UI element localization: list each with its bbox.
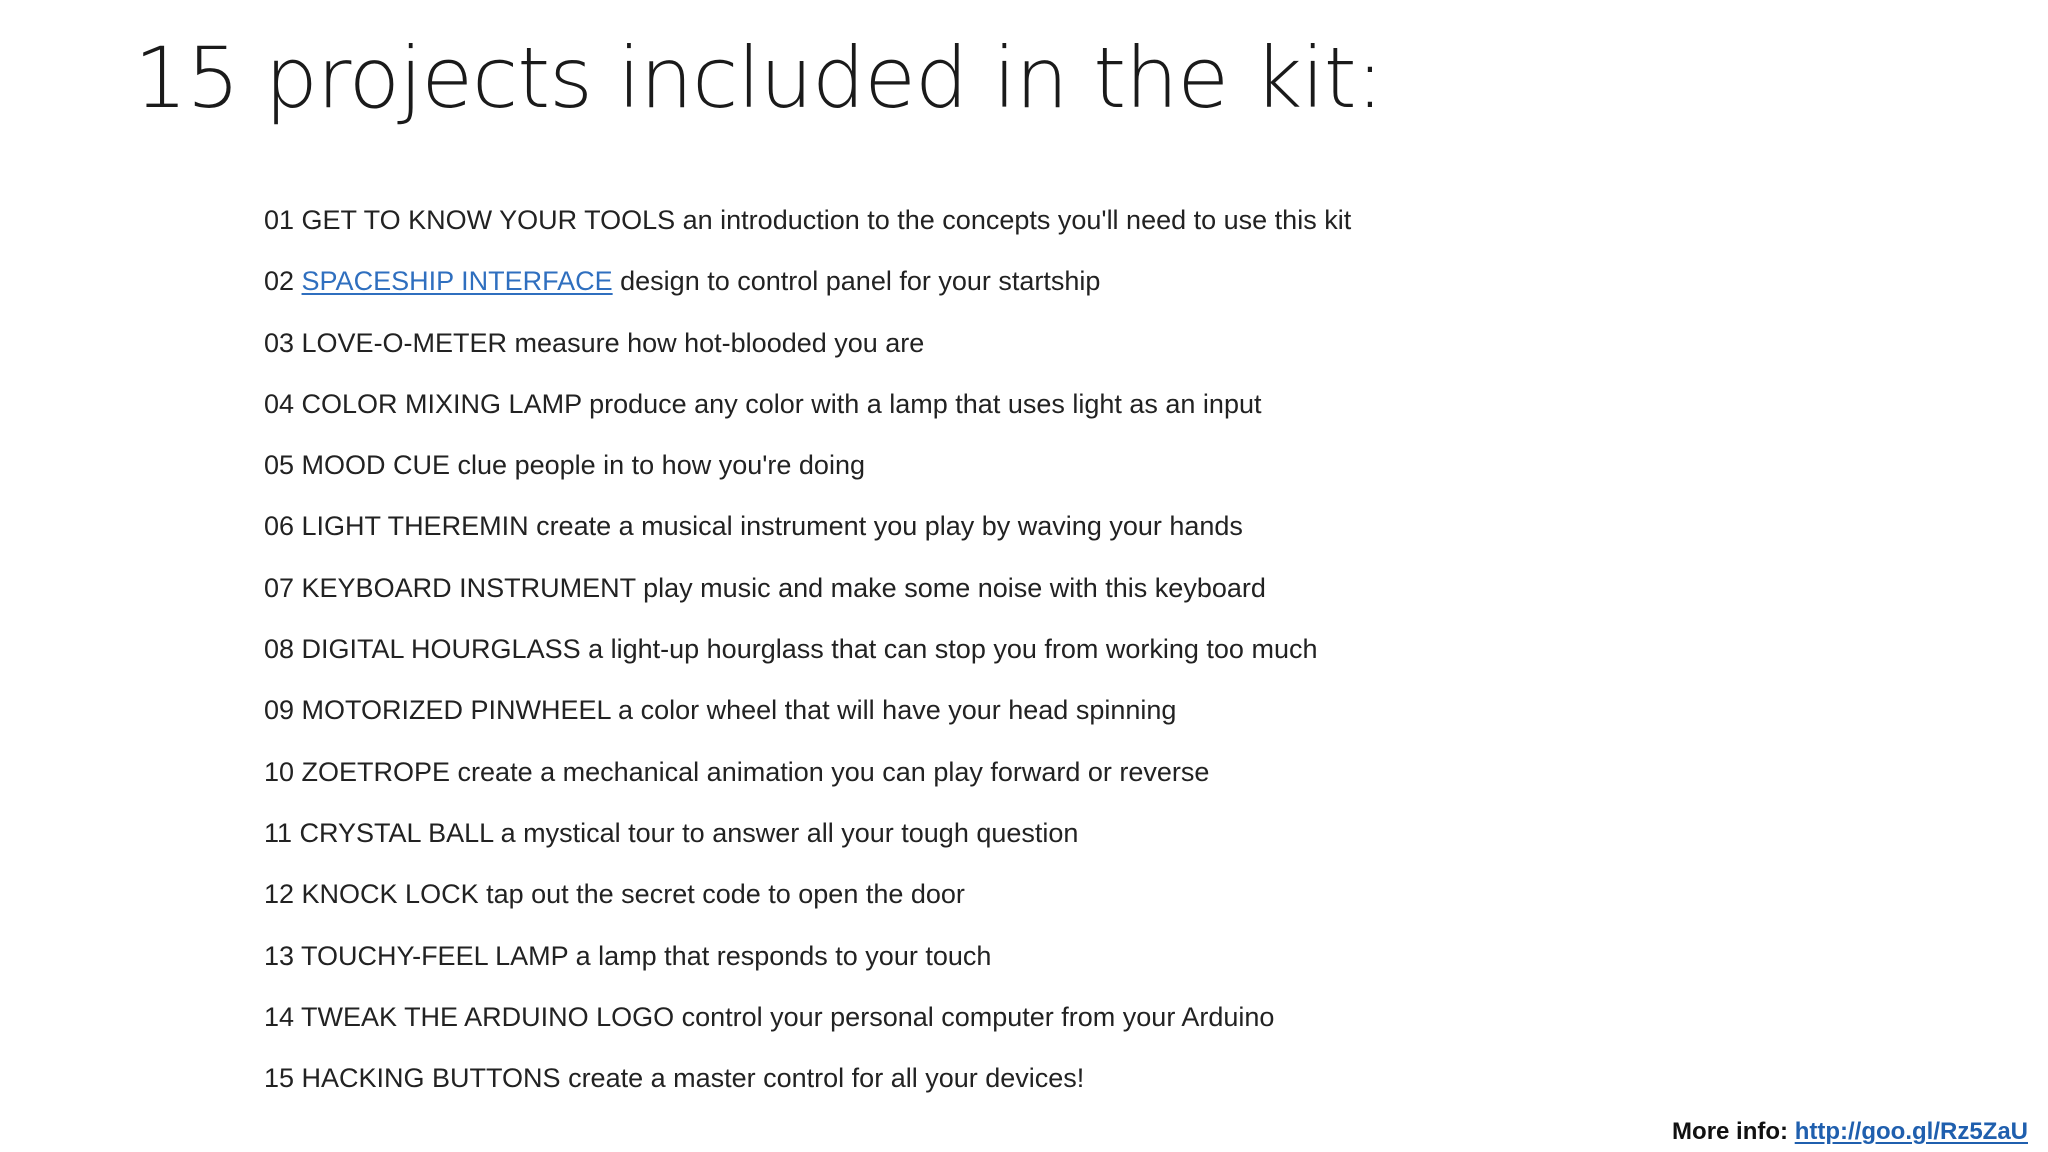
project-item-13: 13 TOUCHY-FEEL LAMP a lamp that responds to your touch (264, 940, 992, 971)
project-list (264, 190, 1351, 1109)
more-info-link[interactable]: http://goo.gl/Rz5ZaU (1794, 1118, 2028, 1145)
project-item-10: 10 ZOETROPE create a mechanical animation you can play forward or reverse (264, 756, 1210, 787)
project-item-08: 08 DIGITAL HOURGLASS a light-up hourglass that can stop you from working too much (264, 634, 1318, 665)
more-info (1672, 1117, 2028, 1147)
project-item-01: 01 GET TO KNOW YOUR TOOLS an introduction to the concepts you'll need to use this kit (264, 205, 1352, 235)
spaceship-interface-link[interactable]: SPACESHIP INTERFACE (301, 266, 613, 297)
project-item-02-description: design to control panel for your startship (612, 266, 1101, 297)
project-item-11: 11 CRYSTAL BALL a mystical tour to answer all your tough question (264, 817, 1079, 848)
project-item-09: 09 MOTORIZED PINWHEEL a color wheel that will have your head spinning (264, 695, 1177, 726)
project-item-05: 05 MOOD CUE clue people in to how you're doing (264, 450, 865, 481)
project-item-07: 07 KEYBOARD INSTRUMENT play music and make some noise with this keyboard (264, 572, 1266, 603)
slide-title: 15 projects included in the kit: (134, 29, 1383, 127)
more-info-label: More info: (1672, 1118, 1795, 1145)
project-item-02-number: 02 (264, 266, 302, 297)
project-item-03: 03 LOVE-O-METER measure how hot-blooded you are (264, 327, 925, 358)
project-item-12: 12 KNOCK LOCK tap out the secret code to open the door (264, 879, 965, 910)
project-item-15: 15 HACKING BUTTONS create a master control for all your devices! (264, 1063, 1085, 1094)
project-item-04: 04 COLOR MIXING LAMP produce any color with a lamp that uses light as an input (264, 388, 1262, 419)
project-item-14: 14 TWEAK THE ARDUINO LOGO control your personal computer from your Arduino (264, 1001, 1275, 1032)
project-item-06: 06 LIGHT THEREMIN create a musical instrument you play by waving your hands (264, 511, 1243, 542)
project-item-02 (264, 251, 1351, 312)
